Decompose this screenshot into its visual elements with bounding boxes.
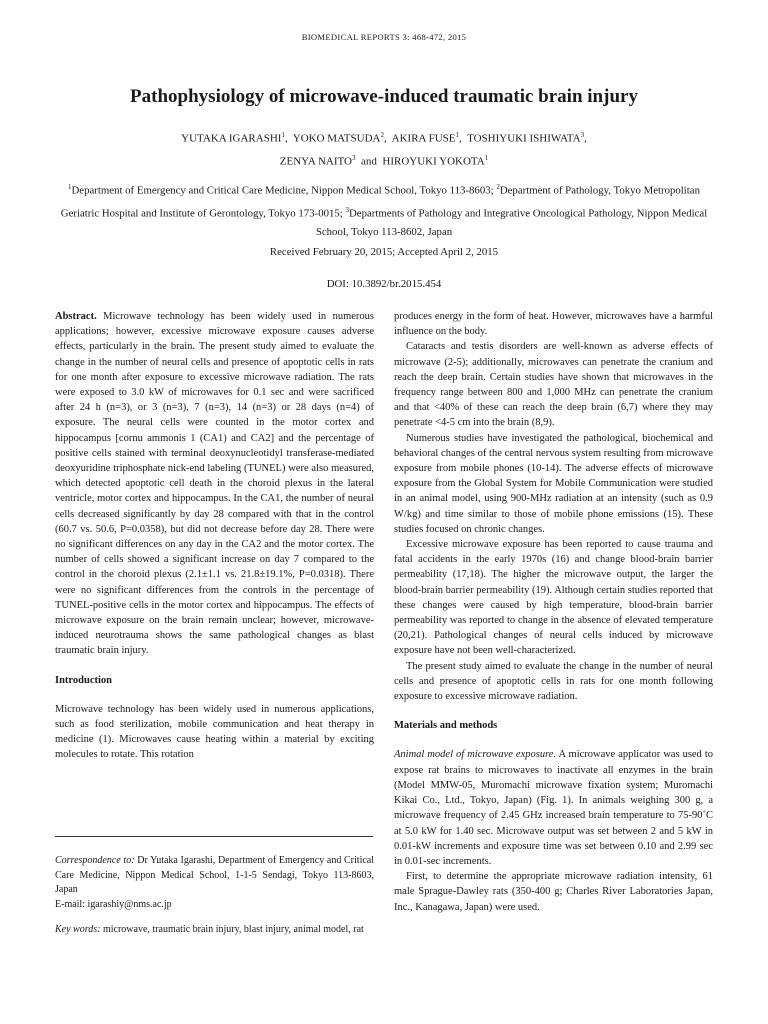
correspondence-label: Correspondence to:	[55, 855, 135, 866]
methods-paragraph	[394, 747, 713, 869]
right-column	[394, 309, 713, 915]
methods-subheading: Animal model of microwave exposure.	[394, 749, 557, 761]
affiliation-marker: 1	[455, 131, 460, 139]
author-name: YUTAKA IGARASHI	[181, 132, 282, 145]
methods-paragraph: First, to determine the appropriate microwave radiation intensity, 61 male Sprague-Dawley rats (350-400 g; Charles River Laboratories Japan, Inc., Kanagawa, Japan) were used.	[394, 871, 713, 913]
author-name: YOKO MATSUDA	[292, 132, 381, 145]
affiliation-marker: 3	[580, 131, 585, 139]
affiliation-marker: 3	[345, 205, 349, 214]
abstract	[55, 309, 374, 659]
running-head: BIOMEDICAL REPORTS 3: 468-472, 2015	[301, 32, 467, 42]
affiliation-marker: 1	[68, 183, 72, 191]
affiliation-text: Department of Pathology, Tokyo Metropolitan Geriatric Hospital and Institute of Gerontology, Tokyo 173-0015;	[60, 184, 700, 220]
keywords-footnote	[55, 923, 374, 938]
author-name: AKIRA FUSE	[391, 132, 456, 145]
paper-title: Pathophysiology of microwave-induced traumatic brain injury	[130, 86, 638, 107]
affiliation-marker: 1	[281, 131, 285, 139]
introduction-heading: Introduction	[55, 674, 112, 686]
author-list: YUTAKA IGARASHI$^1$, YOKO MATSUDA$^2$, AKIRA FUSE$^1$, TOSHIYUKI ISHIWATA$^3$, ZENYA NAITO$^3$ and HIROYUKI YOKOTA$^1$	[181, 131, 587, 168]
correspondence-text: Dr Yutaka Igarashi, Department of Emergency and Critical Care Medicine, Nippon Medical School, 1-1-5 Sendagi, Tokyo 113-8603, Japan	[55, 855, 374, 895]
affiliations	[60, 178, 708, 242]
received-accepted-dates: Received February 20, 2015; Accepted April 2, 2015	[269, 246, 499, 258]
author-conjunction: and	[361, 155, 377, 168]
keywords-label: Key words:	[55, 924, 101, 935]
affiliation-text: Department of Emergency and Critical Care Medicine, Nippon Medical School, Tokyo 113-8603;	[71, 184, 497, 197]
keywords-text: microwave, traumatic brain injury, blast injury, animal model, rat	[100, 924, 364, 935]
intro-paragraph: Cataracts and testis disorders are well-known as adverse effects of microwave (2-5); additionally, microwaves can penetrate the cranium and reach the deep brain. Certain studies have shown that microwaves in the frequency range between 800 and 1,000 MHz can penetrate the cranium and that <40% of these can reach the deep brain (6,7) where they may penetrate <4-5 cm into the brain (8,9).	[394, 341, 713, 429]
correspondence-email[interactable]: E-mail: igarashiy@nms.ac.jp	[55, 898, 172, 910]
author-name: TOSHIYUKI ISHIWATA	[467, 132, 581, 145]
author-name: HIROYUKI YOKOTA	[382, 155, 485, 168]
author-name: ZENYA NAITO	[279, 155, 353, 168]
affiliation-marker: 2	[380, 131, 384, 139]
methods-heading: Materials and methods	[394, 720, 498, 732]
affiliation-marker: 3	[352, 153, 356, 162]
abstract-text: Microwave technology has been widely used in numerous applications; however, excessive microwave exposure causes adverse effects, particularly in the brain. The present study aimed to evaluate the change in the number of neural cells and presence of apoptotic cells in rats for one month after exposure to excessive microwave radiation. The rats were exposed to 3.0 kW of microwaves for 0.1 sec and were sacrificed after 24 h (n=3), or 3 (n=3), 7 (n=3), 14 (n=3) or 28 days (n=4) of exposure. The neural cells were counted in the motor cortex and hippocampus [cornu ammonis 1 (CA1) and CA2] and the percentage of positive cells stained with terminal deoxynucleotidyl transferase-mediated deoxyuridine triphosphate nick-end labeling (TUNEL) were also measured, which detected apoptotic cell death in the choroid plexus in the lateral ventricle, motor cortex and hippocampus. In the CA1, the number of neural cells decreased significantly by day 28 compared with that in the control (60.7 vs. 50.6, P=0.0358), but did not decrease before day 28. There were no significant differences on any day in the CA2 and the motor cortex. The number of cells showed a significant increase on day 7 compared to the control in the choroid plexus (2.1±1.1 vs. 21.8±19.1%, P=0.0318). There were no significant differences from the controls in the percentage of TUNEL-positive cells in the motor cortex and hippocampus. The effects of microwave exposure on the brain remain unclear; however, microwave-induced neurotrauma shows the same pathological changes as blast traumatic brain injury.	[55, 311, 374, 657]
correspondence-footnote	[55, 854, 374, 912]
intro-paragraph: The present study aimed to evaluate the change in the number of neural cells and presence of apoptotic cells in rats for one month following exposure to excessive microwave radiation.	[394, 660, 713, 703]
methods-text: A microwave applicator was used to expose rat brains to microwaves to inactivate all enzymes in the brain (Model MMW-05, Muromachi microwave fixation system; Muromachi Kikai Co., Ltd., Tokyo, Japan) (Fig. 1). In animals weighing 300 g, a microwave frequency of 2.45 GHz increased brain temperature to 75-90˚C at 5.0 kW for 1.40 sec. Microwave output was set between 2 and 5 kW in 0.01-kW increments and exposure time was set between 0.10 and 2.99 sec in 0.01-sec increments.	[394, 749, 714, 867]
doi-link[interactable]: DOI: 10.3892/br.2015.454	[326, 278, 442, 290]
footnote-divider	[55, 836, 373, 837]
intro-paragraph: Microwave technology has been widely used in numerous applications, such as food sterilization, mobile communication and heat therapy in medicine (1). Microwaves cause heating within a material by exciting molecules to rotate. This rotation	[55, 703, 374, 761]
affiliation-text: Departments of Pathology and Integrative Oncological Pathology, Nippon Medical School, Tokyo 113-8602, Japan	[315, 207, 708, 239]
abstract-label: Abstract.	[55, 311, 97, 322]
intro-paragraph: Excessive microwave exposure has been reported to cause trauma and fatal accidents in the early 1970s (16) and change blood-brain barrier permeability (17,18). The higher the microwave output, the larger the blood-brain barrier permeability (19). Although certain studies reported that these changes were caused by high temperature, blood-brain barrier permeability was reported to change in the absence of elevated temperature (20,21). Pathological changes of neural cells induced by microwave exposure have not been well-characterized.	[394, 539, 713, 657]
intro-paragraph: Numerous studies have investigated the pathological, biochemical and behavioral changes of the central nervous system resulting from microwave exposure from mobile phones (10-14). The adverse effects of microwave exposure from the Global System for Mobile Communication were studied in an animal model, using 900-MHz radiation at an intensity (such as 0.9 W/kg) and time similar to those of mobile phone emissions (15). These studies focused on chronic changes.	[394, 432, 713, 535]
intro-paragraph-continued: produces energy in the form of heat. However, microwaves have a harmful influence on the body.	[394, 311, 713, 338]
affiliation-marker: 2	[496, 183, 500, 191]
left-column	[55, 309, 374, 763]
affiliation-marker: 1	[484, 153, 489, 162]
